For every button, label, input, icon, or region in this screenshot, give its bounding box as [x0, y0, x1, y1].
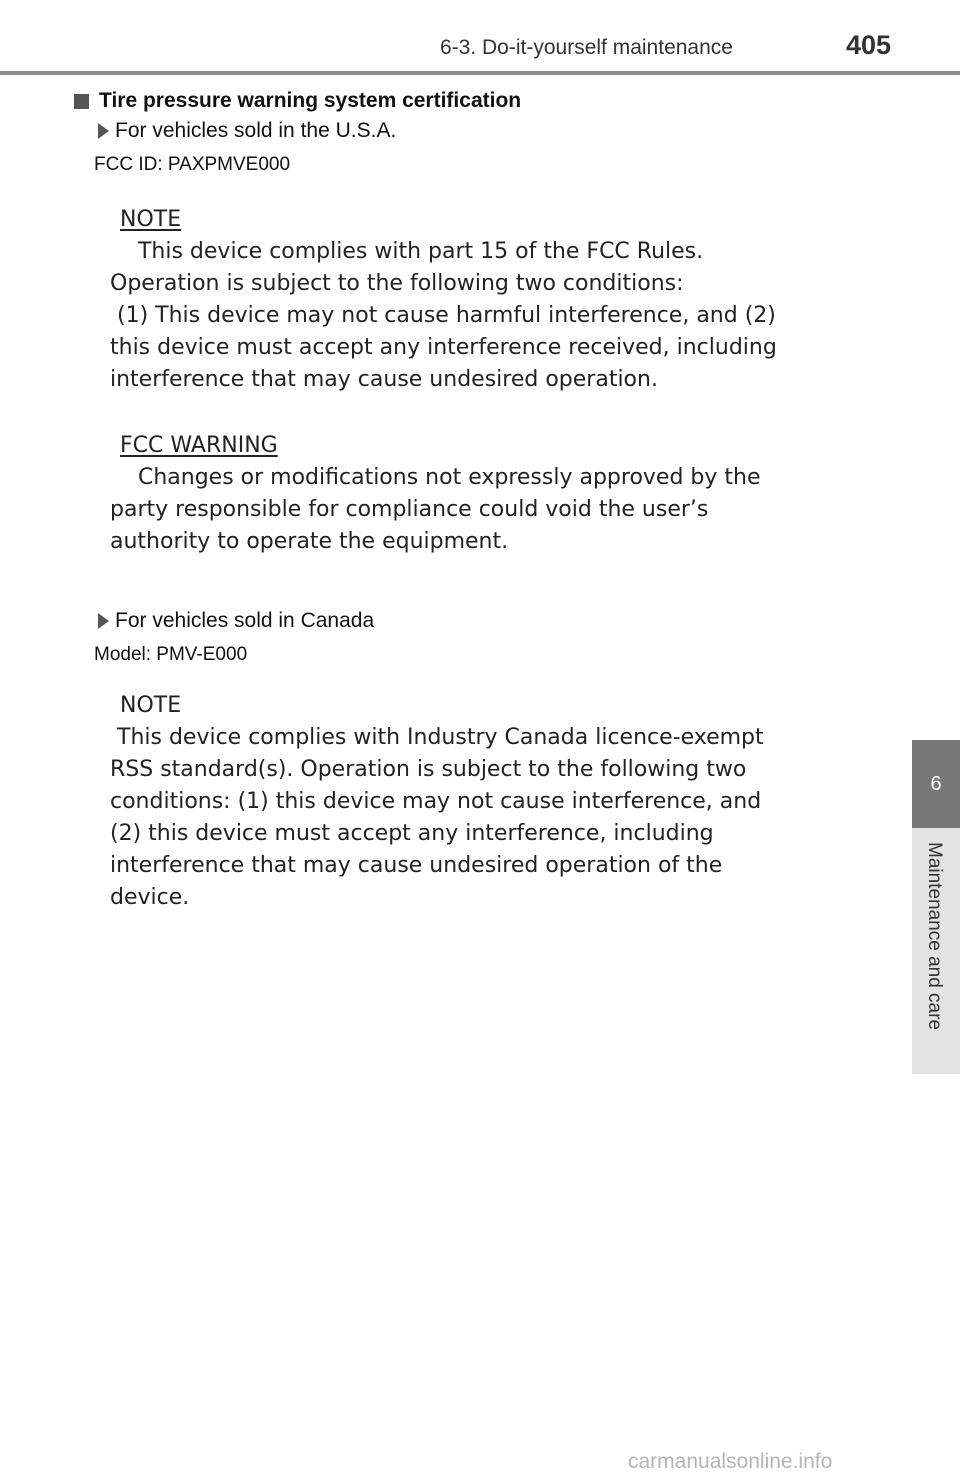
fcc-warning-body: Changes or modifications not expressly approved by the party responsible for compliance could void the user’s authority to operate the equipment. [110, 465, 761, 554]
fcc-id: FCC ID: PAXPMVE000 [94, 154, 291, 175]
canada-subheading-text: For vehicles sold in Canada [115, 609, 375, 632]
chapter-number: 6 [930, 772, 942, 795]
section-heading-text: Tire pressure warning system certification [99, 89, 522, 112]
section-title: 6-3. Do-it-yourself maintenance [440, 36, 733, 59]
section-heading [74, 89, 521, 113]
page-number: 405 [846, 30, 892, 60]
triangle-bullet-icon [98, 613, 109, 629]
usa-subheading-text: For vehicles sold in the U.S.A. [115, 119, 397, 142]
canada-note-body: This device complies with Industry Canada licence-exempt RSS standard(s). Operation is subject to the following two conditions: (1) this device may not cause interference, and (2) this device must accept any interference, including interference that may cause undesired operation of the device. [110, 725, 764, 910]
chapter-tab [912, 740, 960, 828]
canada-note-heading: NOTE [120, 693, 182, 718]
canada-note-label [110, 690, 850, 914]
triangle-bullet-icon [98, 123, 109, 139]
chapter-side-label [912, 828, 960, 1074]
chapter-name: Maintenance and care [924, 842, 945, 1031]
header-divider [0, 71, 960, 75]
canada-model: Model: PMV-E000 [94, 644, 248, 665]
usa-note-label [110, 204, 850, 396]
usa-note-heading: NOTE [120, 207, 182, 232]
usa-subheading [98, 119, 396, 143]
watermark: carmanualsonline.info [628, 1450, 833, 1473]
square-bullet-icon [74, 94, 89, 109]
usa-note-body: This device complies with part 15 of the FCC Rules. Operation is subject to the following two conditions: (1) This device may not cause harmful interference, and (2) this device must accept any interference received, including interference that may cause undesired operation. [110, 239, 777, 392]
fcc-warning-heading: FCC WARNING [120, 433, 278, 458]
canada-subheading [98, 609, 374, 633]
fcc-warning-label [110, 430, 850, 558]
